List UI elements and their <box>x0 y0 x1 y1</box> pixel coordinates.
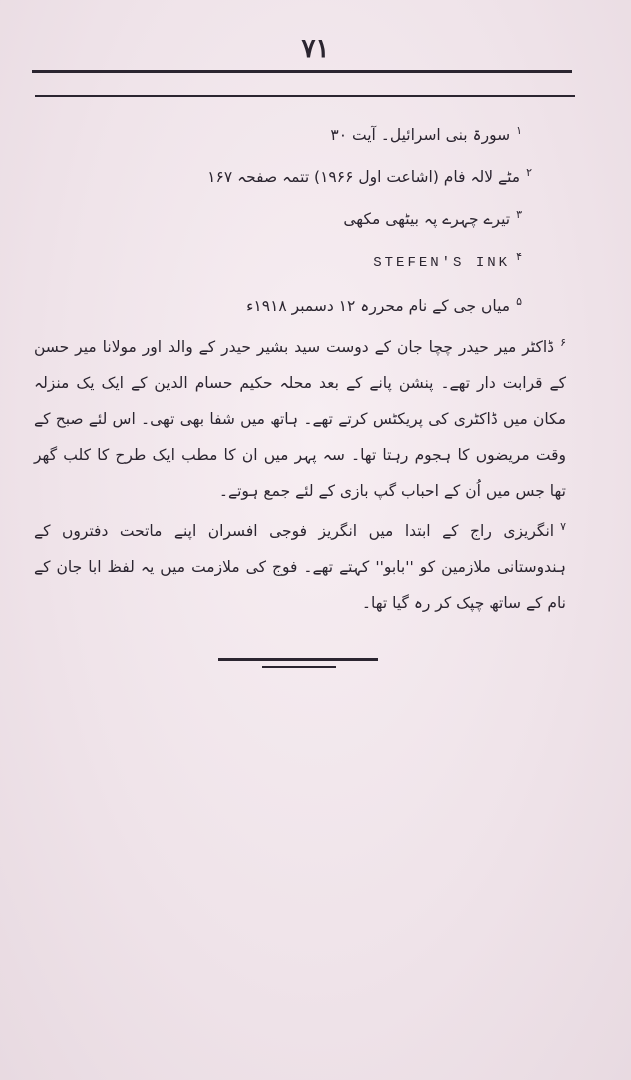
footnote-6 <box>34 325 570 509</box>
footnote-4 <box>34 238 526 282</box>
header-rule-top <box>32 70 572 73</box>
footnote-text: STEFEN'S INK <box>373 255 511 272</box>
footnote-text: مٹے لالہ فام (اشاعت اول ۱۹۶۶) تتمہ صفحہ ۱۶۷ <box>207 168 521 187</box>
end-rule-long <box>218 658 378 661</box>
footnote-7 <box>34 509 570 621</box>
footnote-text: ڈاکٹر میر حیدر چچا جان کے دوست سید بشیر حیدر کے والد اور مولانا میر حسن کے قرابت دار تھے۔ پنشن پانے کے بعد محلہ حکیم حسام الدین کے ایک یک منزلہ مکان میں ڈاکٹری کی پریکٹس کرتے تھے۔ ہاتھ میں شفا بھی تھی۔ اس لئے صبح کے وقت مریضوں کا ہجوم رہتا تھا۔ سہ پہر میں ان کا مطب ایک طرح کا کلب گھر تھا جس میں اُن کے احباب گپ بازی کے لئے جمع ہوتے۔ <box>34 337 566 500</box>
end-rule-short <box>262 666 336 668</box>
footnote-mark: ۱ <box>516 124 522 137</box>
footnote-5 <box>34 283 526 325</box>
footnote-2 <box>34 154 536 196</box>
footnote-mark: ۵ <box>516 294 522 308</box>
footnote-3 <box>34 196 526 238</box>
footnotes-section <box>34 112 570 621</box>
footnote-text: انگریزی راج کے ابتدا میں انگریز فوجی افسران اپنے ماتحت دفتروں کے ہندوستانی ملازمین کو ''بابو'' کہتے تھے۔ فوج کی ملازمت میں یہ لفظ ابا جان کے نام کے ساتھ چپک کر رہ گیا تھا۔ <box>34 522 566 613</box>
footnote-text: میاں جی کے نام محررہ ۱۲ دسمبر ۱۹۱۸ء <box>246 296 511 315</box>
footnote-mark: ۳ <box>516 208 522 222</box>
header-rule-bottom <box>35 95 575 97</box>
footnote-text: تیرے چہرے پہ بیٹھی مکھی <box>343 210 511 229</box>
page-number: ۷۱ <box>301 34 330 64</box>
footnote-text: سورۃ بنی اسرائیل۔ آیت ۳۰ <box>330 126 511 145</box>
footnote-mark: ۲ <box>526 166 532 180</box>
footnote-mark: ۴ <box>516 250 522 264</box>
footnote-mark: ۷ <box>560 519 566 533</box>
footnote-mark: ۶ <box>560 335 566 349</box>
footnote-1 <box>34 112 526 154</box>
